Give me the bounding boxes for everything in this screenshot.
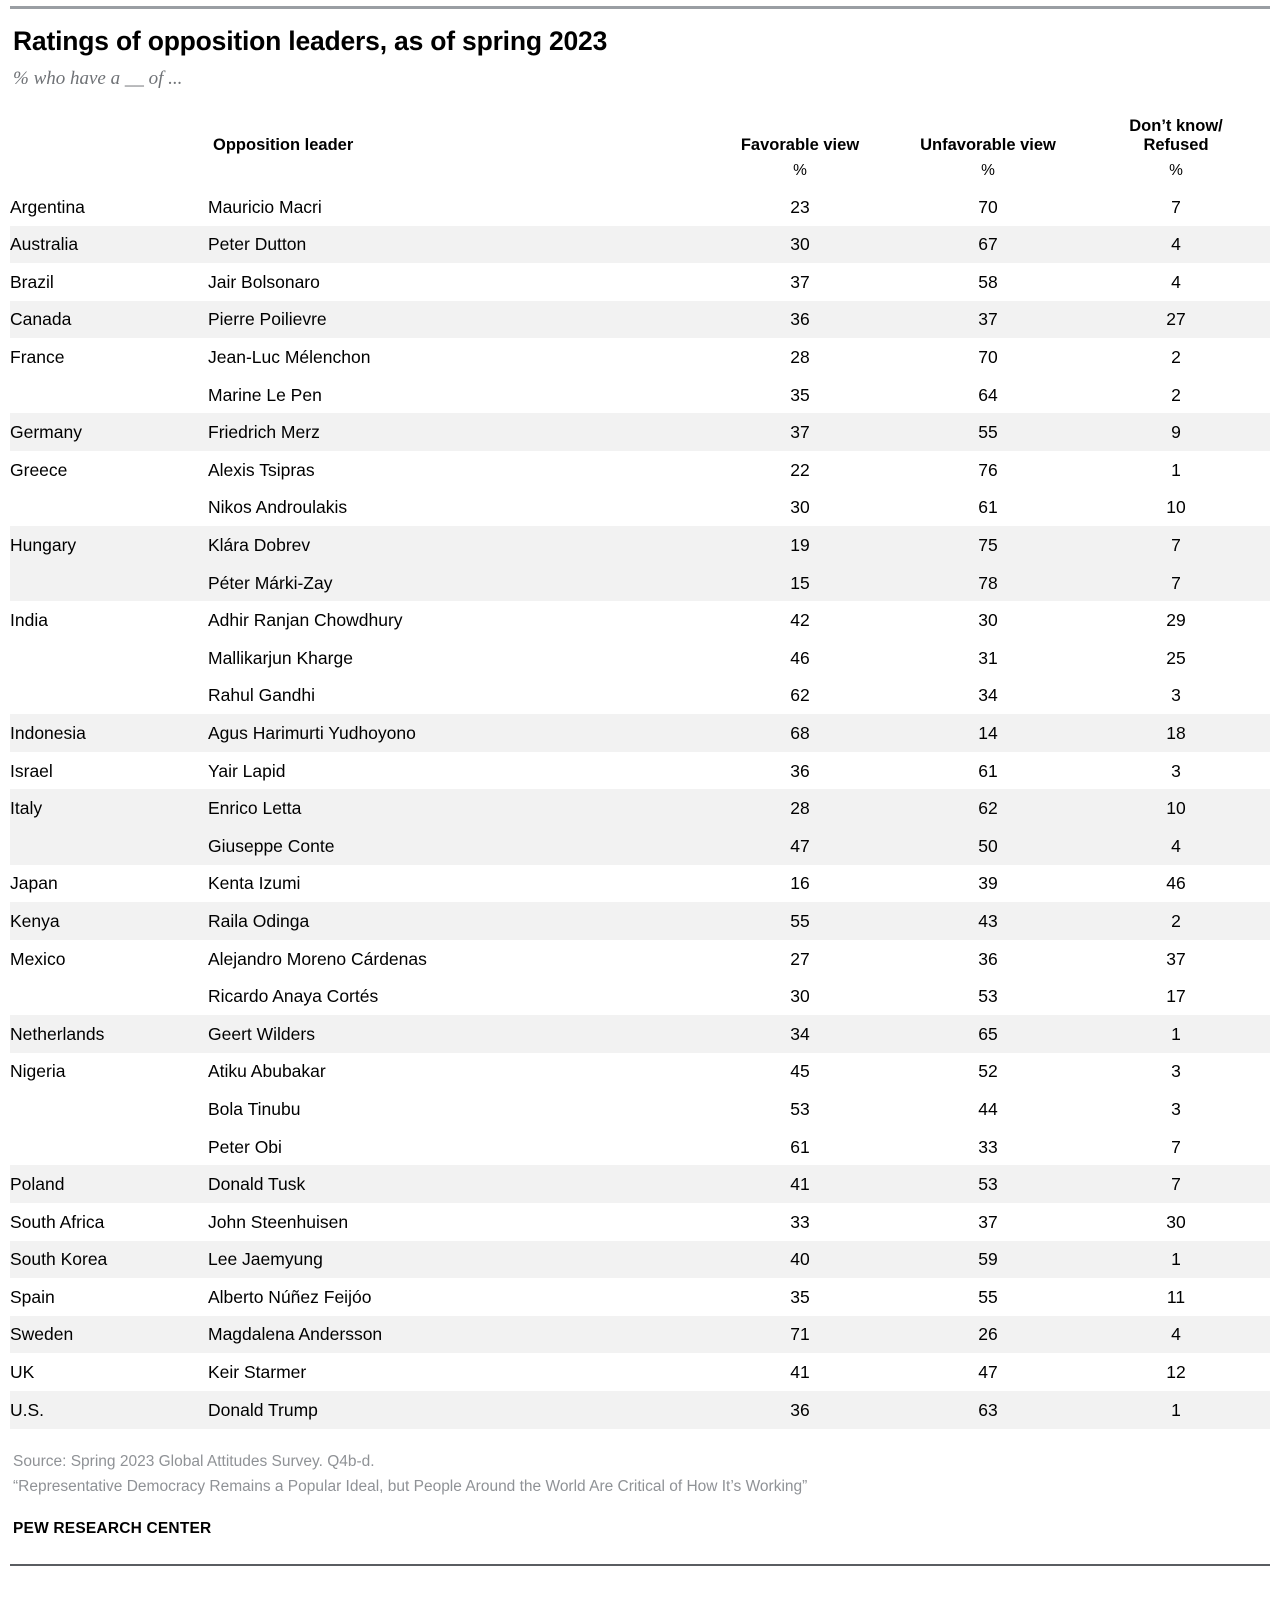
- cell-dontknow: 10: [1082, 789, 1270, 827]
- cell-dontknow: 7: [1082, 526, 1270, 564]
- cell-favorable: 30: [790, 497, 810, 518]
- cell-unfavorable: 52: [978, 1061, 998, 1082]
- cell-leader: Alejandro Moreno Cárdenas: [208, 948, 427, 969]
- cell-favorable: 19: [706, 526, 894, 564]
- cell-dontknow: 7: [1171, 196, 1181, 217]
- cell-unfavorable: 53: [978, 986, 998, 1007]
- cell-dontknow: 29: [1166, 610, 1186, 631]
- table-row: [10, 226, 1270, 264]
- cell-leader: Marine Le Pen: [208, 384, 322, 405]
- cell-leader: Enrico Letta: [208, 789, 706, 827]
- cell-unfavorable: 61: [978, 497, 998, 518]
- cell-leader: Geert Wilders: [208, 1015, 706, 1053]
- cell-favorable: 68: [706, 714, 894, 752]
- cell-leader: Giuseppe Conte: [208, 827, 706, 865]
- cell-unfavorable: 26: [894, 1316, 1082, 1354]
- cell-leader: Keir Starmer: [208, 1362, 307, 1383]
- cell-leader: Bola Tinubu: [208, 1098, 301, 1119]
- cell-leader: Rahul Gandhi: [208, 685, 316, 706]
- table-row: [10, 1241, 1270, 1279]
- cell-unfavorable: 33: [978, 1136, 998, 1157]
- unit-dontknow: %: [1169, 161, 1183, 179]
- cell-unfavorable: 61: [978, 760, 998, 781]
- cell-favorable: 34: [706, 1015, 894, 1053]
- cell-favorable: 42: [790, 610, 810, 631]
- table-row: [10, 902, 1270, 940]
- cell-unfavorable: 78: [894, 564, 1082, 602]
- cell-favorable: 61: [790, 1136, 810, 1157]
- cell-leader: Peter Obi: [208, 1136, 282, 1157]
- cell-favorable: 40: [706, 1241, 894, 1279]
- cell-leader: Jean-Luc Mélenchon: [208, 347, 371, 368]
- cell-leader: Donald Trump: [208, 1391, 706, 1429]
- cell-unfavorable: 64: [978, 384, 998, 405]
- cell-country: Canada: [10, 301, 208, 339]
- unit-spacer-leader: [208, 160, 706, 188]
- cell-leader: Jair Bolsonaro: [208, 271, 320, 292]
- table-row: [10, 677, 1270, 715]
- cell-leader: Klára Dobrev: [208, 526, 706, 564]
- column-header-dontknow-line2: Refused: [1143, 136, 1209, 155]
- cell-favorable: 41: [706, 1165, 894, 1203]
- table-row: [10, 526, 1270, 564]
- report-title-note: “Representative Democracy Remains a Popular Ideal, but People Around the World Are Critical of How It’s Working”: [13, 1477, 808, 1495]
- cell-leader: Alexis Tsipras: [208, 459, 315, 480]
- cell-country: Kenya: [10, 902, 208, 940]
- column-header-unfavorable: Unfavorable view: [920, 136, 1056, 155]
- cell-country: Indonesia: [10, 714, 208, 752]
- unit-favorable: %: [793, 161, 807, 179]
- cell-unfavorable: 47: [978, 1362, 998, 1383]
- cell-dontknow: 1: [1082, 1015, 1270, 1053]
- cell-unfavorable: 62: [894, 789, 1082, 827]
- cell-leader: Péter Márki-Zay: [208, 564, 706, 602]
- header-unit-row: [10, 160, 1270, 188]
- column-header-country: [10, 117, 208, 160]
- cell-country: Sweden: [10, 1316, 208, 1354]
- cell-unfavorable: 14: [894, 714, 1082, 752]
- cell-leader: Ricardo Anaya Cortés: [208, 986, 379, 1007]
- cell-country: Brazil: [10, 271, 54, 292]
- table-row: [10, 789, 1270, 827]
- cell-unfavorable: 55: [978, 1286, 998, 1307]
- cell-unfavorable: 59: [894, 1241, 1082, 1279]
- cell-country: South Korea: [10, 1241, 208, 1279]
- cell-favorable: 62: [790, 685, 810, 706]
- cell-leader: Lee Jaemyung: [208, 1241, 706, 1279]
- cell-leader: Friedrich Merz: [208, 413, 706, 451]
- cell-country: Netherlands: [10, 1015, 208, 1053]
- table-row: [10, 263, 1270, 301]
- cell-country: Greece: [10, 459, 68, 480]
- cell-favorable: 28: [790, 347, 810, 368]
- cell-dontknow: 30: [1166, 1211, 1186, 1232]
- cell-favorable: 15: [706, 564, 894, 602]
- table-row: [10, 451, 1270, 489]
- cell-dontknow: 12: [1166, 1362, 1186, 1383]
- source-note: Source: Spring 2023 Global Attitudes Survey. Q4b-d.: [13, 1452, 375, 1470]
- cell-dontknow: 18: [1082, 714, 1270, 752]
- table-row: [10, 977, 1270, 1015]
- cell-dontknow: 17: [1166, 986, 1186, 1007]
- cell-country: Argentina: [10, 196, 85, 217]
- cell-unfavorable: 75: [894, 526, 1082, 564]
- cell-unfavorable: 30: [978, 610, 998, 631]
- cell-leader: Mallikarjun Kharge: [208, 647, 353, 668]
- table-row: [10, 1165, 1270, 1203]
- cell-favorable: 37: [790, 271, 810, 292]
- cell-country: Hungary: [10, 526, 208, 564]
- cell-favorable: 36: [706, 1391, 894, 1429]
- cell-dontknow: 37: [1166, 948, 1186, 969]
- cell-country: South Africa: [10, 1211, 105, 1232]
- cell-country: Germany: [10, 413, 208, 451]
- page-title: Ratings of opposition leaders, as of spring 2023: [13, 26, 608, 56]
- cell-dontknow: 1: [1171, 459, 1181, 480]
- cell-dontknow: 1: [1082, 1391, 1270, 1429]
- table-row: [10, 188, 1270, 226]
- cell-leader: Alberto Núñez Feijóo: [208, 1286, 372, 1307]
- cell-dontknow: 3: [1171, 685, 1181, 706]
- table-row: [10, 1015, 1270, 1053]
- cell-country: Nigeria: [10, 1061, 66, 1082]
- cell-country: India: [10, 610, 48, 631]
- cell-country: Australia: [10, 226, 208, 264]
- cell-country: Italy: [10, 789, 208, 827]
- cell-country: Poland: [10, 1165, 208, 1203]
- table-row: [10, 940, 1270, 978]
- cell-unfavorable: 76: [978, 459, 998, 480]
- table-row: [10, 865, 1270, 903]
- cell-country: France: [10, 347, 65, 368]
- table-row: [10, 827, 1270, 865]
- cell-favorable: 27: [790, 948, 810, 969]
- cell-dontknow: 4: [1171, 271, 1181, 292]
- cell-unfavorable: 55: [894, 413, 1082, 451]
- cell-dontknow: 3: [1171, 1098, 1181, 1119]
- table-row: [10, 1053, 1270, 1091]
- table-row: [10, 413, 1270, 451]
- cell-favorable: 36: [706, 301, 894, 339]
- cell-favorable: 22: [790, 459, 810, 480]
- table-row: [10, 1391, 1270, 1429]
- bottom-divider: [10, 1564, 1270, 1566]
- cell-dontknow: 2: [1171, 384, 1181, 405]
- cell-dontknow: 4: [1082, 1316, 1270, 1354]
- table-row: [10, 1278, 1270, 1316]
- cell-dontknow: 46: [1166, 873, 1186, 894]
- cell-unfavorable: 70: [978, 196, 998, 217]
- cell-favorable: 53: [790, 1098, 810, 1119]
- cell-favorable: 47: [706, 827, 894, 865]
- table-row: [10, 1090, 1270, 1128]
- column-header-leader: Opposition leader: [213, 136, 354, 155]
- column-header-dontknow: [1082, 117, 1270, 160]
- cell-dontknow: 1: [1082, 1241, 1270, 1279]
- cell-leader: John Steenhuisen: [208, 1211, 349, 1232]
- table-row: [10, 601, 1270, 639]
- column-header-dontknow-line1: Don’t know/: [1129, 116, 1223, 135]
- cell-leader: Yair Lapid: [208, 760, 286, 781]
- cell-dontknow: 11: [1166, 1286, 1186, 1307]
- cell-dontknow: 3: [1171, 760, 1181, 781]
- cell-leader: Magdalena Andersson: [208, 1316, 706, 1354]
- cell-dontknow: 4: [1082, 226, 1270, 264]
- cell-dontknow: 7: [1171, 1136, 1181, 1157]
- chart-page: [0, 6, 1280, 1622]
- cell-dontknow: 2: [1082, 902, 1270, 940]
- cell-unfavorable: 63: [894, 1391, 1082, 1429]
- cell-unfavorable: 43: [894, 902, 1082, 940]
- cell-unfavorable: 67: [894, 226, 1082, 264]
- cell-country: [10, 977, 208, 1015]
- table-row: [10, 1353, 1270, 1391]
- ratings-table: [10, 117, 1270, 1429]
- cell-favorable: 37: [706, 413, 894, 451]
- brand-label: PEW RESEARCH CENTER: [13, 1519, 212, 1537]
- table-row: [10, 376, 1270, 414]
- cell-country: [10, 489, 208, 527]
- cell-leader: Mauricio Macri: [208, 196, 322, 217]
- table-row: [10, 338, 1270, 376]
- cell-unfavorable: 37: [978, 1211, 998, 1232]
- cell-leader: Raila Odinga: [208, 902, 706, 940]
- cell-country: Japan: [10, 873, 58, 894]
- cell-country: [10, 677, 208, 715]
- cell-favorable: 35: [790, 1286, 810, 1307]
- cell-leader: Peter Dutton: [208, 226, 706, 264]
- page-subtitle: % who have a __ of ...: [13, 68, 183, 90]
- cell-unfavorable: 39: [978, 873, 998, 894]
- cell-country: Israel: [10, 760, 53, 781]
- top-divider: [10, 6, 1270, 9]
- cell-favorable: 35: [790, 384, 810, 405]
- cell-country: [10, 1090, 208, 1128]
- cell-favorable: 23: [790, 196, 810, 217]
- cell-dontknow: 4: [1082, 827, 1270, 865]
- cell-country: [10, 376, 208, 414]
- table-row: [10, 639, 1270, 677]
- cell-dontknow: 7: [1082, 564, 1270, 602]
- cell-unfavorable: 70: [978, 347, 998, 368]
- table-row: [10, 1316, 1270, 1354]
- cell-leader: Pierre Poilievre: [208, 301, 706, 339]
- table-row: [10, 301, 1270, 339]
- cell-favorable: 41: [790, 1362, 810, 1383]
- cell-unfavorable: 53: [894, 1165, 1082, 1203]
- cell-favorable: 45: [790, 1061, 810, 1082]
- table-row: [10, 489, 1270, 527]
- table-row: [10, 1203, 1270, 1241]
- cell-leader: Kenta Izumi: [208, 873, 301, 894]
- table-row: [10, 714, 1270, 752]
- cell-favorable: 55: [706, 902, 894, 940]
- cell-dontknow: 7: [1082, 1165, 1270, 1203]
- cell-unfavorable: 37: [894, 301, 1082, 339]
- cell-unfavorable: 34: [978, 685, 998, 706]
- cell-leader: Adhir Ranjan Chowdhury: [208, 610, 403, 631]
- cell-country: UK: [10, 1362, 35, 1383]
- cell-favorable: 30: [790, 986, 810, 1007]
- cell-dontknow: 9: [1082, 413, 1270, 451]
- cell-country: [10, 564, 208, 602]
- cell-country: U.S.: [10, 1391, 208, 1429]
- cell-country: [10, 1128, 208, 1166]
- table-body: [10, 188, 1270, 1429]
- cell-favorable: 71: [706, 1316, 894, 1354]
- unit-unfavorable: %: [981, 161, 995, 179]
- cell-dontknow: 27: [1082, 301, 1270, 339]
- chart-footer: [10, 1449, 1270, 1538]
- cell-dontknow: 25: [1166, 647, 1186, 668]
- cell-unfavorable: 50: [894, 827, 1082, 865]
- cell-dontknow: 10: [1166, 497, 1186, 518]
- cell-unfavorable: 44: [978, 1098, 998, 1119]
- cell-country: [10, 827, 208, 865]
- cell-favorable: 28: [706, 789, 894, 827]
- table-row: [10, 564, 1270, 602]
- cell-leader: Donald Tusk: [208, 1165, 706, 1203]
- cell-favorable: 16: [790, 873, 810, 894]
- table-row: [10, 1128, 1270, 1166]
- cell-country: [10, 639, 208, 677]
- column-header-favorable: Favorable view: [740, 136, 860, 155]
- unit-spacer-country: [10, 160, 208, 188]
- cell-unfavorable: 31: [978, 647, 998, 668]
- cell-leader: Nikos Androulakis: [208, 497, 348, 518]
- cell-favorable: 46: [790, 647, 810, 668]
- cell-country: Spain: [10, 1286, 55, 1307]
- cell-unfavorable: 65: [894, 1015, 1082, 1053]
- cell-unfavorable: 58: [978, 271, 998, 292]
- cell-favorable: 30: [706, 226, 894, 264]
- cell-dontknow: 2: [1171, 347, 1181, 368]
- cell-dontknow: 3: [1171, 1061, 1181, 1082]
- header-row: [10, 117, 1270, 160]
- cell-favorable: 36: [790, 760, 810, 781]
- table-header: [10, 117, 1270, 188]
- cell-country: Mexico: [10, 948, 66, 969]
- cell-unfavorable: 36: [978, 948, 998, 969]
- table-row: [10, 752, 1270, 790]
- cell-favorable: 33: [790, 1211, 810, 1232]
- cell-leader: Atiku Abubakar: [208, 1061, 326, 1082]
- cell-leader: Agus Harimurti Yudhoyono: [208, 714, 706, 752]
